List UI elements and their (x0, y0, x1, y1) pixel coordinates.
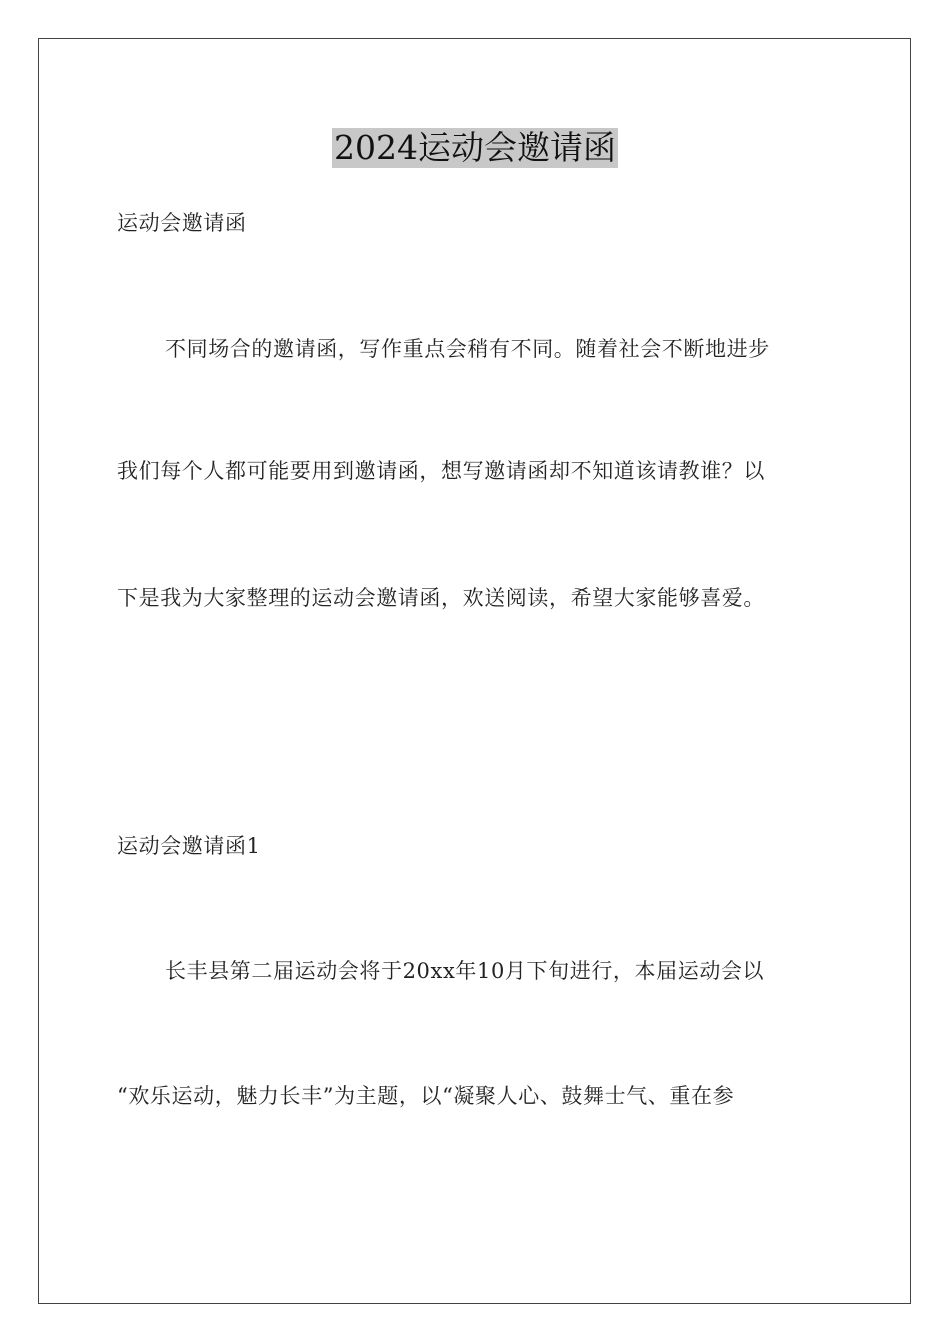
title-container (0, 128, 950, 168)
document-subtitle: 运动会邀请函 (117, 211, 247, 235)
section-line-1: 长丰县第二届运动会将于20xx年10月下旬进行，本届运动会以 (165, 959, 765, 983)
intro-line-2: 我们每个人都可能要用到邀请函，想写邀请函却不知道该请教谁？以 (117, 459, 765, 483)
intro-line-3: 下是我为大家整理的运动会邀请函，欢送阅读，希望大家能够喜爱。 (117, 586, 765, 610)
section-line-2: “欢乐运动，魅力长丰”为主题，以“凝聚人心、鼓舞士气、重在参 (117, 1084, 735, 1108)
document-title: 2024运动会邀请函 (334, 128, 616, 167)
intro-line-1: 不同场合的邀请函，写作重点会稍有不同。随着社会不断地进步 (165, 337, 770, 361)
section-heading: 运动会邀请函1 (117, 834, 261, 858)
